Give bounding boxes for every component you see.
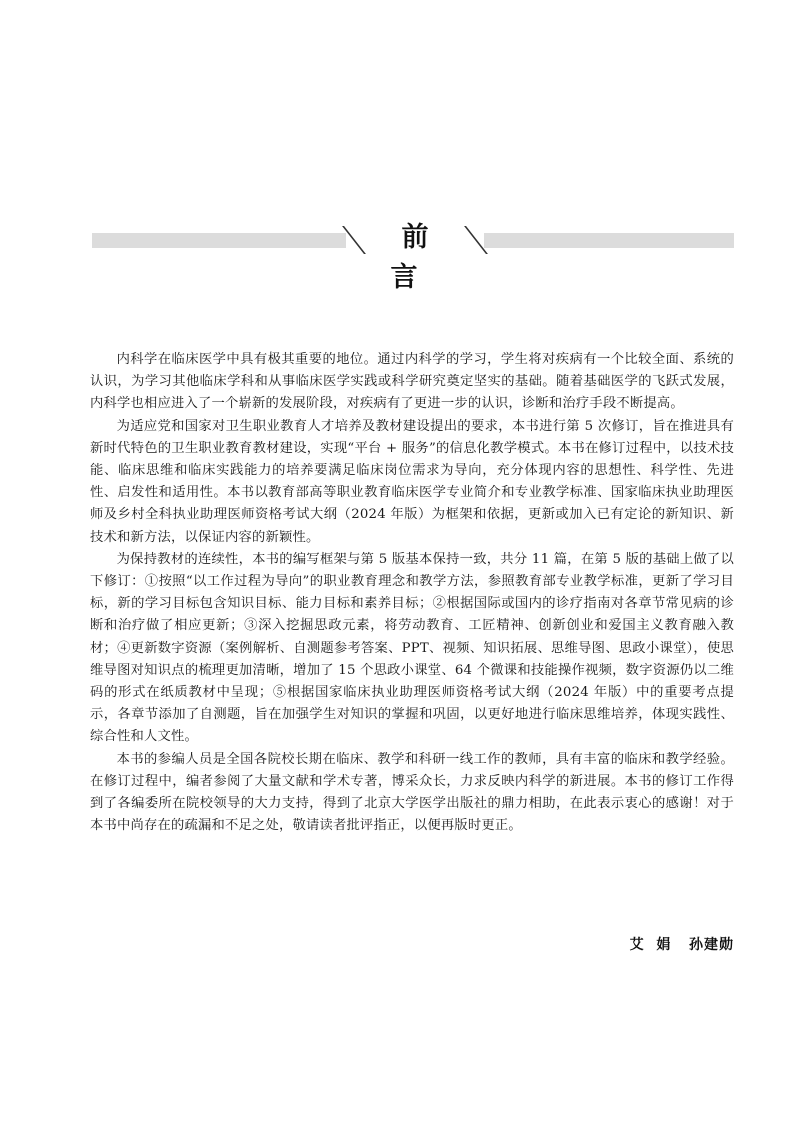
title-bar-left — [92, 233, 346, 248]
author-signature: 艾 娟 孙建勋 — [629, 937, 734, 953]
title-banner — [92, 216, 734, 293]
paragraph-1: 内科学在临床医学中具有极其重要的地位。通过内科学的学习，学生将对疾病有一个比较全面、系统的认识，为学习其他临床学科和从事临床医学实践或科学研究奠定坚实的基础。随着基础医学的飞跃式发展，内科学也相应进入了一个崭新的发展阶段，对疾病有了更进一步的认识，诊断和治疗手段不断提高。 — [90, 352, 734, 412]
page-title: 前 言 — [390, 222, 451, 293]
paragraph-4: 本书的参编人员是全国各院校长期在临床、教学和科研一线工作的教师，具有丰富的临床和教学经验。在修订过程中，编者参阅了大量文献和学术专著，博采众长，力求反映内科学的新进展。本书的修订工作得到了各编委所在院校领导的大力支持，得到了北京大学医学出版社的鼎力相助，在此表示衷心的感谢！对于本书中尚存在的疏漏和不足之处，敬请读者批评指正，以便再版时更正。 — [90, 751, 734, 834]
title-bar-right — [484, 233, 734, 248]
paragraph-3: 为保持教材的连续性，本书的编写框架与第 5 版基本保持一致，共分 11 篇，在第 5 版的基础上做了以下修订：①按照“以工作过程为导向”的职业教育理念和教学方法，参照教育部专业教学标准，更新了学习目标，新的学习目标包含知识目标、能力目标和素养目标；②根据国际或国内的诊疗指南对各章节常见病的诊断和治疗做了相应更新；③深入挖掘思政元素，将劳动教育、工匠精神、创新创业和爱国主义教育融入教材；④更新数字资源（案例解析、自测题参考答案、PPT、视频、知识拓展、思维导图、思政小课堂），使思维导图对知识点的梳理更加清晰，增加了 15 个思政小课堂、64 个微课和技能操作视频，数字资源仍以二维码的形式在纸质教材中呈现；⑤根据国家临床执业助理医师资格考试大纲（2024 年版）中的重要考点提示，各章节添加了自测题，旨在加强学生对知识的掌握和巩固，以更好地进行临床思维培养，体现实践性、综合性和人文性。 — [90, 551, 734, 745]
preface-body — [90, 349, 734, 837]
paragraph-2: 为适应党和国家对卫生职业教育人才培养及教材建设提出的要求，本书进行第 5 次修订，旨在推进具有新时代特色的卫生职业教育教材建设，实现“平台 + 服务”的信息化教学模式。本书在修订过程中，以技术技能、临床思维和临床实践能力的培养要满足临床岗位需求为导向，充分体现内容的思想性、科学性、先进性、启发性和适用性。本书以教育部高等职业教育临床医学专业简介和专业教学标准、国家临床执业助理医师及乡村全科执业助理医师资格考试大纲（2024 年版）为框架和依据，更新或加入已有定论的新知识、新技术和新方法，以保证内容的新颖性。 — [90, 418, 734, 545]
